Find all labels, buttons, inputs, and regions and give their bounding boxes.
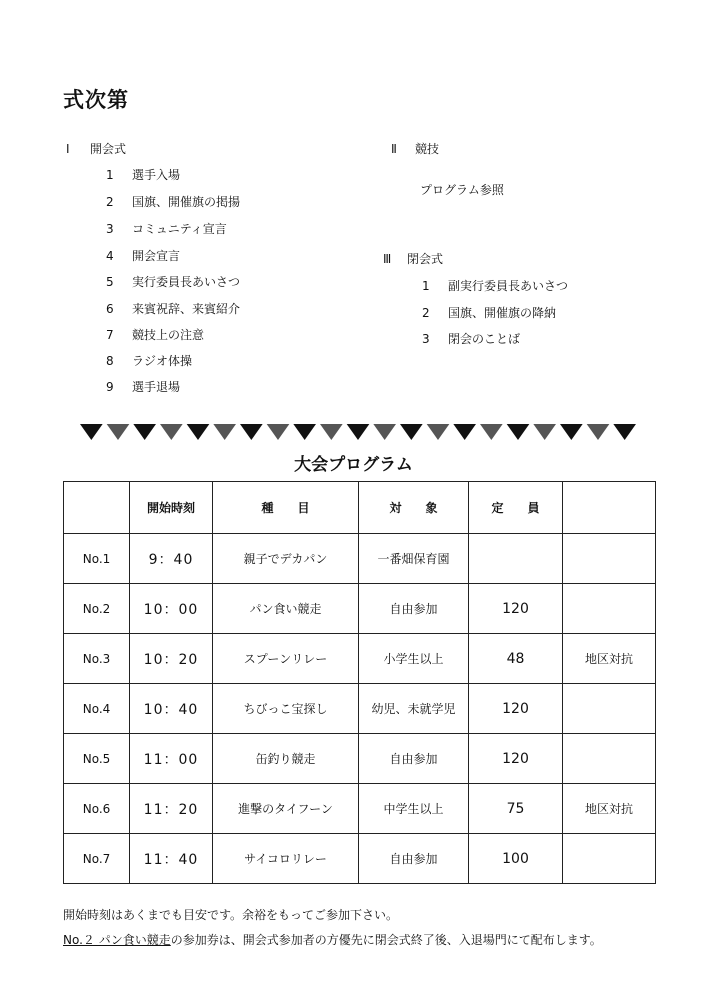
decorative-triangle — [267, 424, 290, 440]
event-capacity: 120 — [469, 684, 563, 734]
table-row — [64, 734, 656, 784]
event-note: 地区対抗 — [563, 784, 656, 834]
table-row — [64, 834, 656, 884]
event-name: 缶釣り競走 — [213, 734, 359, 784]
decorative-triangle — [133, 424, 156, 440]
decorative-triangle-border — [78, 423, 638, 441]
decorative-triangle — [400, 424, 423, 440]
start-time: 10：00 — [130, 584, 213, 634]
decorative-triangle — [427, 424, 450, 440]
event-target: 自由参加 — [359, 834, 469, 884]
section-numeral: Ⅱ — [391, 142, 397, 156]
row-number: No.5 — [64, 734, 130, 784]
row-number: No.6 — [64, 784, 130, 834]
event-name: ちびっこ宝探し — [213, 684, 359, 734]
section-closing-heading — [383, 250, 443, 267]
event-target: 自由参加 — [359, 584, 469, 634]
note-ticket-text: の参加券は、開会式参加者の方優先に閉会式終了後、入退場門にて配布します。 — [170, 933, 602, 947]
list-item: 6 来賓祝辞、来賓紹介 — [106, 302, 241, 316]
section-label: 開会式 — [90, 142, 127, 156]
start-time: 10：40 — [130, 684, 213, 734]
start-time: 11：20 — [130, 784, 213, 834]
event-capacity: 48 — [469, 634, 563, 684]
event-note — [563, 834, 656, 884]
decorative-triangle — [560, 424, 583, 440]
page-title: 式次第 — [63, 88, 129, 112]
list-item: 7 競技上の注意 — [106, 328, 205, 342]
header-cell: 開始時刻 — [130, 482, 213, 534]
list-item: 3 閉会のことば — [422, 332, 521, 346]
decorative-triangle — [347, 424, 370, 440]
program-title: 大会プログラム — [294, 455, 413, 475]
row-number: No.4 — [64, 684, 130, 734]
section-numeral: Ⅰ — [66, 142, 70, 156]
event-name: サイコロリレー — [213, 834, 359, 884]
section-opening-heading — [66, 140, 126, 157]
decorative-triangle — [187, 424, 210, 440]
header-cell — [64, 482, 130, 534]
event-capacity: 75 — [469, 784, 563, 834]
event-name: スプーンリレー — [213, 634, 359, 684]
note-ticket-event: No.２ パン食い競走 — [63, 933, 171, 947]
decorative-triangle — [373, 424, 396, 440]
event-name: パン食い競走 — [213, 584, 359, 634]
decorative-triangle — [480, 424, 503, 440]
list-item: 2 国旗、開催旗の降納 — [422, 306, 557, 320]
row-number: No.3 — [64, 634, 130, 684]
start-time: 11：40 — [130, 834, 213, 884]
event-note: 地区対抗 — [563, 634, 656, 684]
list-item: 8 ラジオ体操 — [106, 354, 193, 368]
table-header-row — [64, 482, 656, 534]
event-target: 自由参加 — [359, 734, 469, 784]
row-number: No.1 — [64, 534, 130, 584]
decorative-triangle — [533, 424, 556, 440]
section-events-heading — [391, 140, 439, 157]
table-row — [64, 784, 656, 834]
event-note — [563, 584, 656, 634]
note-ticket — [63, 931, 602, 948]
table-row — [64, 584, 656, 634]
decorative-triangle — [453, 424, 476, 440]
decorative-triangle — [160, 424, 183, 440]
event-name: 進撃のタイフーン — [213, 784, 359, 834]
decorative-triangle — [213, 424, 236, 440]
list-item: 5 実行委員長あいさつ — [106, 275, 241, 289]
decorative-triangle — [240, 424, 263, 440]
start-time: 10：20 — [130, 634, 213, 684]
row-number: No.2 — [64, 584, 130, 634]
event-capacity: 120 — [469, 584, 563, 634]
start-time: 11：00 — [130, 734, 213, 784]
list-item: 4 開会宣言 — [106, 249, 181, 263]
note-start-time: 開始時刻はあくまでも目安です。余裕をもってご参加下さい。 — [63, 908, 399, 922]
decorative-triangle — [107, 424, 130, 440]
start-time: 9：40 — [130, 534, 213, 584]
event-target: 小学生以上 — [359, 634, 469, 684]
section-label: 閉会式 — [407, 252, 444, 266]
decorative-triangle — [613, 424, 636, 440]
header-cell: 対 象 — [359, 482, 469, 534]
program-reference: プログラム参照 — [420, 183, 504, 197]
list-item: 3 コミュニティ宣言 — [106, 222, 227, 236]
section-numeral: Ⅲ — [383, 252, 392, 266]
decorative-triangle — [507, 424, 530, 440]
decorative-triangle — [80, 424, 103, 440]
section-label: 競技 — [415, 142, 440, 156]
event-note — [563, 684, 656, 734]
list-item: 9 選手退場 — [106, 380, 181, 394]
event-target: 幼児、未就学児 — [359, 684, 469, 734]
event-note — [563, 534, 656, 584]
decorative-triangle — [293, 424, 316, 440]
decorative-triangle — [320, 424, 343, 440]
event-target: 一番畑保育園 — [359, 534, 469, 584]
event-target: 中学生以上 — [359, 784, 469, 834]
event-capacity — [469, 534, 563, 584]
row-number: No.7 — [64, 834, 130, 884]
event-capacity: 100 — [469, 834, 563, 884]
header-cell: 種 目 — [213, 482, 359, 534]
list-item: 1 副実行委員長あいさつ — [422, 279, 569, 293]
program-table — [63, 481, 656, 884]
event-capacity: 120 — [469, 734, 563, 784]
table-row — [64, 684, 656, 734]
decorative-triangle — [587, 424, 610, 440]
header-cell — [563, 482, 656, 534]
list-item: 1 選手入場 — [106, 168, 181, 182]
table-row — [64, 534, 656, 584]
list-item: 2 国旗、開催旗の掲揚 — [106, 195, 241, 209]
table-row — [64, 634, 656, 684]
header-cell: 定 員 — [469, 482, 563, 534]
event-note — [563, 734, 656, 784]
event-name: 親子でデカパン — [213, 534, 359, 584]
